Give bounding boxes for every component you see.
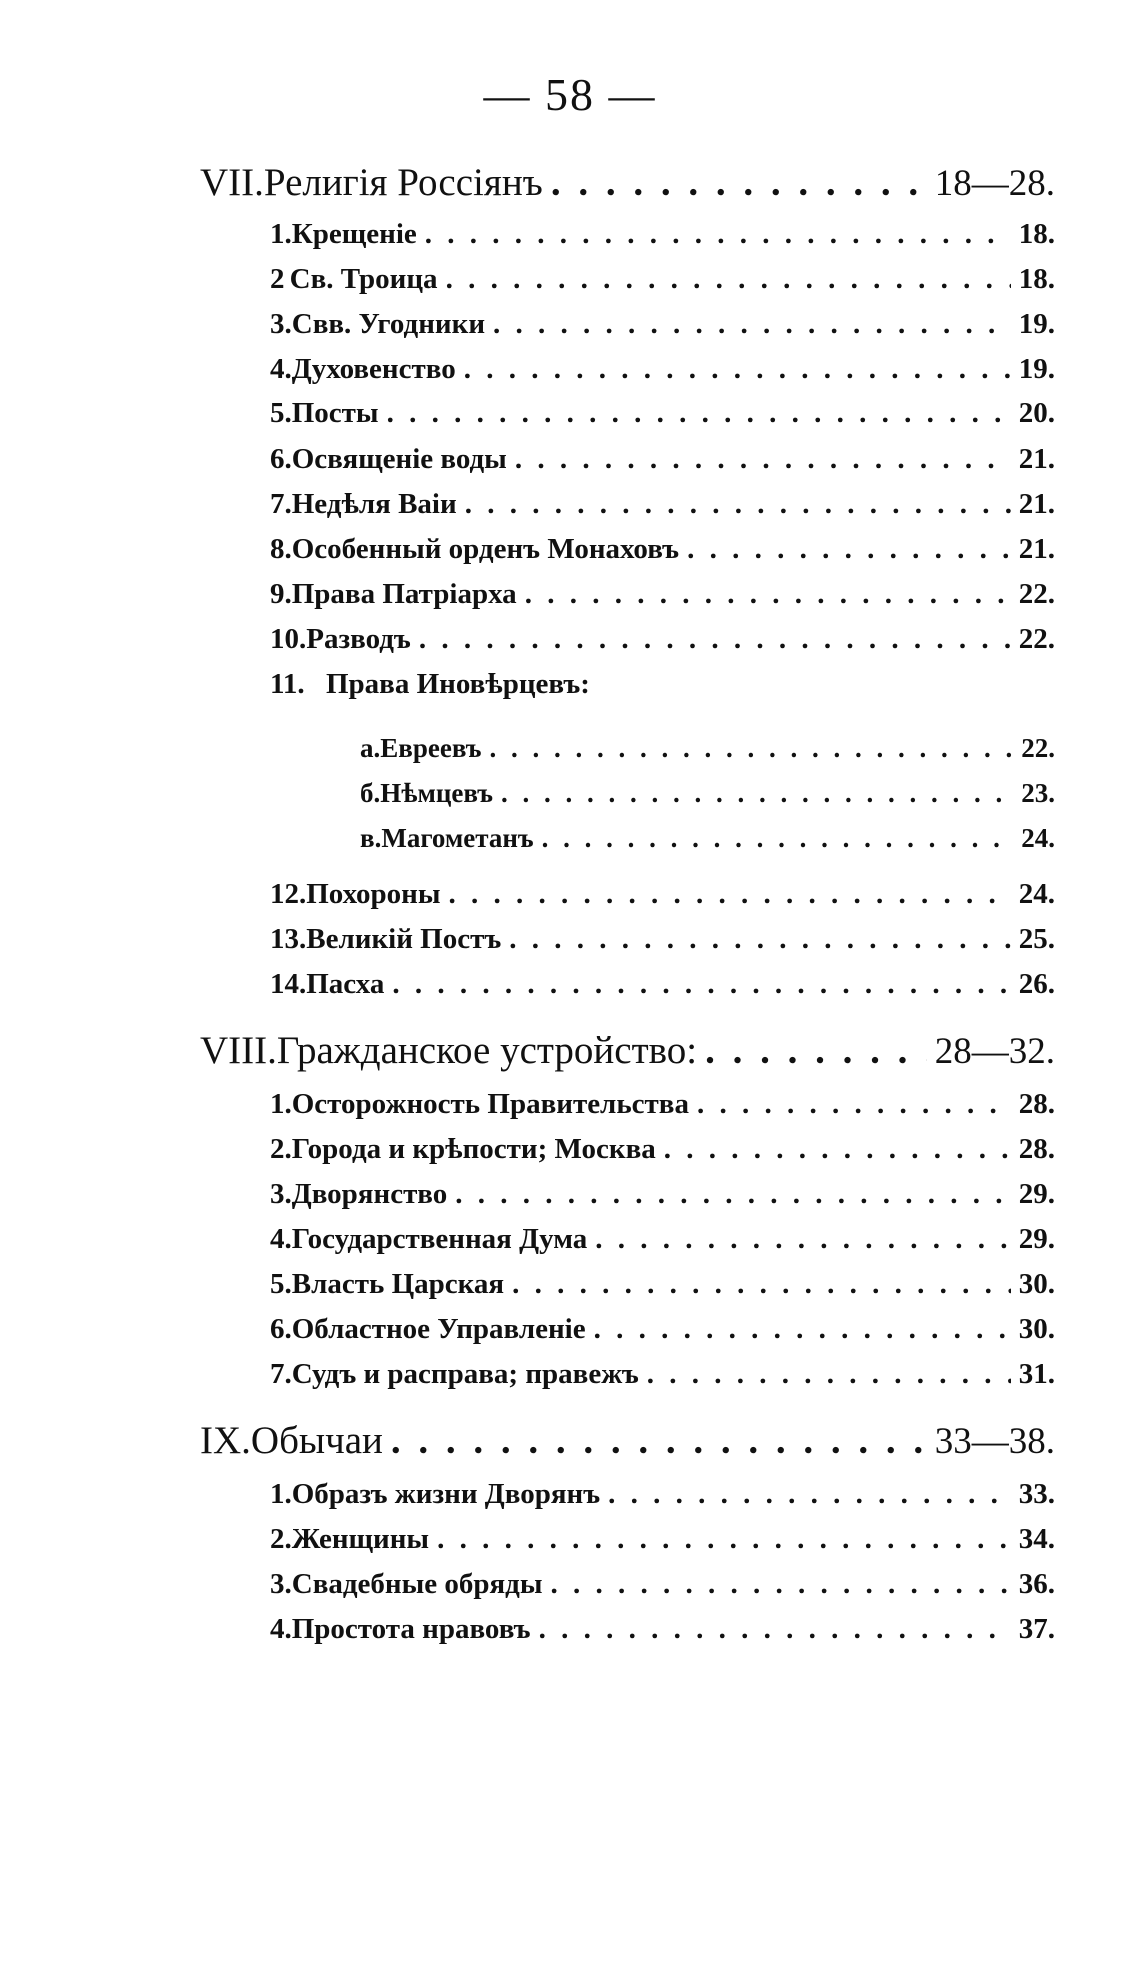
entry-page: 28. bbox=[1018, 1133, 1055, 1165]
toc-entry bbox=[270, 1523, 1055, 1556]
toc-entry bbox=[270, 1088, 1055, 1121]
dot-leader bbox=[594, 1313, 1011, 1346]
entry-page: 26. bbox=[1018, 968, 1055, 1000]
entry-page: 37. bbox=[1018, 1613, 1055, 1645]
dot-leader bbox=[705, 1028, 927, 1073]
entry-page: 34. bbox=[1018, 1523, 1055, 1555]
entry-title: Пасха bbox=[306, 968, 385, 1000]
entry-page: 21. bbox=[1018, 533, 1055, 565]
entry-number: 6. bbox=[270, 443, 292, 475]
entry-number: 2. bbox=[270, 1133, 292, 1165]
toc-entry bbox=[270, 1178, 1055, 1211]
section-number: VIII. bbox=[200, 1029, 277, 1072]
entry-number: 6. bbox=[270, 1313, 292, 1345]
entry-title: Особенный орденъ Монаховъ bbox=[291, 533, 680, 565]
entry-page: 33. bbox=[1018, 1478, 1055, 1510]
subentry-page: 23. bbox=[1021, 778, 1055, 808]
section-number: VII. bbox=[200, 161, 264, 204]
entry-title: Города и крѣпости; Москва bbox=[291, 1133, 656, 1165]
entry-page: 21. bbox=[1018, 488, 1055, 520]
entry-number: 4. bbox=[270, 353, 292, 385]
dot-leader bbox=[595, 1223, 1011, 1256]
toc-entry bbox=[270, 1478, 1055, 1511]
entry-page: 25. bbox=[1018, 923, 1055, 955]
entry-number: 3. bbox=[270, 1178, 292, 1210]
entry-page: 24. bbox=[1018, 878, 1055, 910]
entry-number: 5. bbox=[270, 397, 292, 429]
toc-section-9 bbox=[200, 1418, 1055, 1463]
dot-leader bbox=[509, 923, 1011, 956]
entry-page: 28. bbox=[1018, 1088, 1055, 1120]
toc-entry bbox=[270, 1613, 1055, 1646]
subentry-title: Евреевъ bbox=[380, 733, 482, 763]
entry-number: 3. bbox=[270, 308, 292, 340]
entry-title: Свадебные обряды bbox=[291, 1568, 543, 1600]
entry-number: 8. bbox=[270, 533, 292, 565]
toc-entry bbox=[270, 397, 1055, 430]
entry-page: 21. bbox=[1018, 443, 1055, 475]
subentry-letter: б. bbox=[360, 778, 381, 808]
entry-number: 1. bbox=[270, 1478, 292, 1510]
section-page-range: 18—28. bbox=[934, 163, 1055, 204]
entry-title: Областное Управленіе bbox=[291, 1313, 586, 1345]
dot-leader bbox=[464, 353, 1011, 386]
entry-title: Недѣля Ваіи bbox=[291, 488, 457, 520]
subentry-title: Нѣмцевъ bbox=[380, 778, 494, 808]
dot-leader bbox=[515, 443, 1011, 476]
toc-entry bbox=[270, 923, 1055, 956]
entry-number: 10. bbox=[270, 623, 307, 655]
toc-entry bbox=[270, 1313, 1055, 1346]
subentry-letter: в. bbox=[360, 823, 382, 853]
entry-title: Власть Царская bbox=[291, 1268, 505, 1300]
dot-leader bbox=[501, 778, 1013, 809]
entry-page: 22. bbox=[1018, 623, 1055, 655]
dot-leader bbox=[697, 1088, 1011, 1121]
entry-title: Освященіе воды bbox=[291, 443, 507, 475]
entry-title: Духовенство bbox=[291, 353, 456, 385]
entry-page: 29. bbox=[1018, 1178, 1055, 1210]
entry-page: 19. bbox=[1018, 353, 1055, 385]
section-page-range: 33—38. bbox=[934, 1421, 1055, 1462]
toc-entry bbox=[270, 443, 1055, 476]
section-page-range: 28—32. bbox=[934, 1031, 1055, 1072]
toc-entry bbox=[270, 878, 1055, 911]
dot-leader bbox=[392, 968, 1010, 1001]
section-number: IX. bbox=[200, 1419, 251, 1462]
dot-leader bbox=[539, 1613, 1011, 1646]
entry-title: Государственная Дума bbox=[291, 1223, 588, 1255]
entry-page: 18. bbox=[1018, 263, 1055, 295]
toc-section-8 bbox=[200, 1028, 1055, 1073]
toc-entry bbox=[270, 1568, 1055, 1601]
entry-title: Посты bbox=[291, 397, 379, 429]
entry-number: 12. bbox=[270, 878, 307, 910]
dot-leader bbox=[512, 1268, 1011, 1301]
dot-leader bbox=[489, 733, 1013, 764]
entry-title: Права Иновѣрцевъ: bbox=[326, 668, 590, 700]
toc-entry bbox=[270, 968, 1055, 1001]
entry-title: Женщины bbox=[291, 1523, 430, 1555]
toc-entry bbox=[270, 353, 1055, 386]
entry-number: 2. bbox=[270, 1523, 292, 1555]
dot-leader bbox=[687, 533, 1011, 566]
toc-subentry bbox=[360, 733, 1055, 764]
entry-page: 19. bbox=[1018, 308, 1055, 340]
dot-leader bbox=[455, 1178, 1010, 1211]
dot-leader bbox=[493, 308, 1011, 341]
entry-number: 1. bbox=[270, 218, 292, 250]
entry-title: Простота нравовъ bbox=[291, 1613, 531, 1645]
dot-leader bbox=[525, 578, 1011, 611]
entry-page: 22. bbox=[1018, 578, 1055, 610]
toc-subentry bbox=[360, 778, 1055, 809]
entry-title: Разводъ bbox=[306, 623, 411, 655]
toc-entry bbox=[270, 1268, 1055, 1301]
entry-number: 1. bbox=[270, 1088, 292, 1120]
entry-number: 11. bbox=[270, 668, 305, 700]
entry-page: 31. bbox=[1018, 1358, 1055, 1390]
toc-entry bbox=[270, 668, 590, 701]
entry-number: 4. bbox=[270, 1613, 292, 1645]
dot-leader bbox=[551, 1568, 1011, 1601]
toc-entry bbox=[270, 1358, 1055, 1391]
dot-leader bbox=[465, 488, 1011, 521]
entry-number: 5. bbox=[270, 1268, 292, 1300]
toc-entry bbox=[270, 533, 1055, 566]
dot-leader bbox=[542, 823, 1014, 854]
entry-number: 7. bbox=[270, 488, 292, 520]
dot-leader bbox=[608, 1478, 1011, 1511]
dot-leader bbox=[664, 1133, 1011, 1166]
entry-number: 7. bbox=[270, 1358, 292, 1390]
entry-page: 36. bbox=[1018, 1568, 1055, 1600]
entry-number: 3. bbox=[270, 1568, 292, 1600]
toc-entry bbox=[270, 218, 1055, 251]
entry-number: 9. bbox=[270, 578, 292, 610]
subentry-letter: а. bbox=[360, 733, 381, 763]
entry-title: Великій Постъ bbox=[306, 923, 502, 955]
toc-entry bbox=[270, 1223, 1055, 1256]
entry-title: Права Патріарха bbox=[291, 578, 517, 610]
entry-title: Судъ и расправа; правежъ bbox=[291, 1358, 639, 1390]
dot-leader bbox=[425, 218, 1011, 251]
section-title: Религія Россіянъ bbox=[263, 161, 543, 204]
toc-entry bbox=[270, 263, 1055, 296]
toc-entry bbox=[270, 1133, 1055, 1166]
entry-page: 29. bbox=[1018, 1223, 1055, 1255]
entry-page: 20. bbox=[1018, 397, 1055, 429]
dot-leader bbox=[446, 263, 1011, 296]
entry-title: Осторожность Правительства bbox=[291, 1088, 689, 1120]
subentry-page: 22. bbox=[1021, 733, 1055, 763]
entry-title: Образъ жизни Дворянъ bbox=[291, 1478, 601, 1510]
toc-entry bbox=[270, 308, 1055, 341]
section-title: Гражданское устройство: bbox=[276, 1029, 698, 1072]
dot-leader bbox=[387, 397, 1011, 430]
dot-leader bbox=[437, 1523, 1011, 1556]
dot-leader bbox=[551, 160, 927, 205]
section-title: Обычаи bbox=[250, 1419, 383, 1462]
entry-title: Свв. Угодники bbox=[291, 308, 486, 340]
dot-leader bbox=[647, 1358, 1011, 1391]
dot-leader bbox=[391, 1418, 927, 1463]
toc-entry bbox=[270, 578, 1055, 611]
entry-title: Дворянство bbox=[291, 1178, 448, 1210]
subentry-title: Магометанъ bbox=[381, 823, 534, 853]
entry-number: 14. bbox=[270, 968, 307, 1000]
entry-number: 2 bbox=[270, 263, 285, 295]
toc-section-7 bbox=[200, 160, 1055, 205]
entry-title: Св. Троица bbox=[289, 263, 438, 295]
subentry-page: 24. bbox=[1021, 823, 1055, 853]
toc-entry bbox=[270, 488, 1055, 521]
dot-leader bbox=[448, 878, 1010, 911]
dot-leader bbox=[419, 623, 1011, 656]
entry-page: 30. bbox=[1018, 1313, 1055, 1345]
page-number: — 58 — bbox=[483, 69, 657, 120]
entry-title: Крещеніе bbox=[291, 218, 417, 250]
toc-entry bbox=[270, 623, 1055, 656]
entry-number: 4. bbox=[270, 1223, 292, 1255]
entry-page: 30. bbox=[1018, 1268, 1055, 1300]
entry-title: Похороны bbox=[306, 878, 441, 910]
entry-number: 13. bbox=[270, 923, 307, 955]
toc-subentry bbox=[360, 823, 1055, 854]
entry-page: 18. bbox=[1018, 218, 1055, 250]
